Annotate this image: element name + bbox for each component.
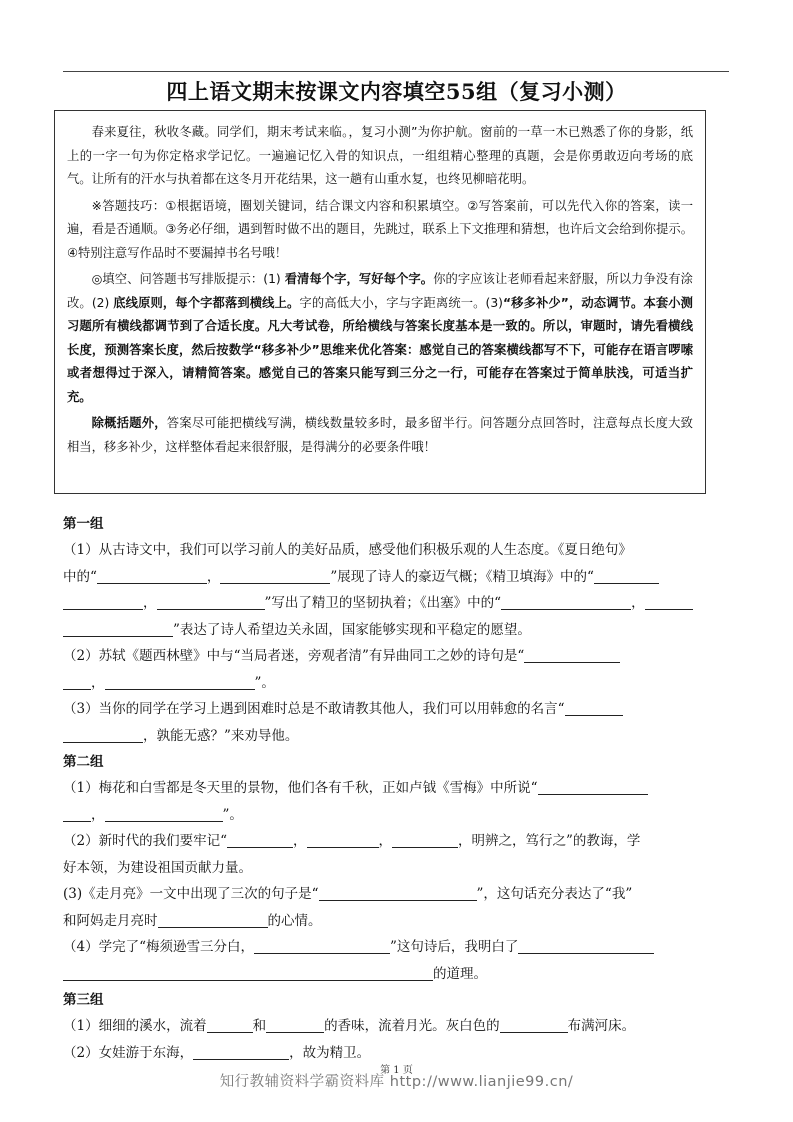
page-title: 四上语文期末按课文内容填空55组（复习小测）: [166, 79, 627, 104]
answer-blank[interactable]: [565, 700, 623, 716]
answer-blank[interactable]: [524, 647, 620, 663]
answer-blank[interactable]: [63, 806, 91, 822]
answer-blank[interactable]: [645, 594, 693, 610]
answer-blank[interactable]: [307, 832, 379, 848]
question-item: （1）从古诗文中，我们可以学习前人的美好品质，感受他们积极乐观的人生态度。《夏日绝句》 中的“ ， ”展现了诗人的豪迈气概；《精卫填海》中的“ ， ”写出了精卫的坚韧执着；《出塞》中的“ ， ”表达了诗人希望边关永固，国家能够实现和平稳定的愿望。: [63, 537, 733, 643]
group-title: 第一组: [63, 516, 104, 532]
question-item: (3)《走月亮》一文中出现了三次的句子是“ ”，这句话充分表达了“我” 和阿妈走月亮时 的心情。: [63, 886, 633, 929]
question-item: （3）当你的同学在学习上遇到困难时总是不敢请教其他人，我们可以用韩愈的名言“ ，孰能无惑？”来劝导他。: [63, 696, 733, 749]
answer-blank[interactable]: [193, 1044, 289, 1060]
top-rule: [63, 71, 729, 72]
answer-blank[interactable]: [63, 594, 143, 610]
intro-paragraph-tips: ※答题技巧：①根据语境，圈划关键词，结合课文内容和积累填空。②写答案前，可以先代入你的答案，读一遍，看是否通顺。③务必仔细，遇到暂时做不出的题目，先跳过，联系上下文推理和猜想，也许后文会给到你提示。④特别注意写作品时不要漏掉书名号哦！: [67, 198, 693, 260]
intro-paragraph-summary: 除概括题外，答案尽可能把横线写满，横线数量较多时，最多留半行。问答题分点回答时，注意每点长度大致相当，移多补少，这样整体看起来很舒服，是得满分的必要条件哦！: [67, 416, 693, 454]
answer-blank[interactable]: [594, 568, 659, 584]
answer-blank[interactable]: [157, 594, 265, 610]
answer-blank[interactable]: [319, 885, 477, 901]
group-title: 第二组: [63, 754, 104, 770]
answer-blank[interactable]: [63, 674, 91, 690]
answer-blank[interactable]: [227, 832, 293, 848]
answer-blank[interactable]: [63, 621, 173, 637]
answer-blank[interactable]: [207, 1017, 253, 1033]
question-item: （4）学完了“梅须逊雪三分白， ”这句诗后，我明白了 的道理。: [63, 934, 733, 987]
answer-blank[interactable]: [254, 938, 390, 954]
answer-blank[interactable]: [63, 965, 433, 981]
question-item: （2）新时代的我们要牢记“ ， ， ，明辨之，笃行之”的教诲，学 好本领，为建设祖国贡献力量。: [63, 833, 641, 876]
group-title: 第三组: [63, 992, 104, 1008]
question-item: （1）梅花和白雪都是冬天里的景物，他们各有千秋，正如卢钺《雪梅》中所说“ ， ”。: [63, 775, 733, 828]
answer-blank[interactable]: [501, 594, 631, 610]
answer-blank[interactable]: [220, 568, 330, 584]
answer-blank[interactable]: [63, 727, 143, 743]
answer-blank[interactable]: [500, 1017, 568, 1033]
question-content: [63, 511, 733, 1066]
watermark-text: 知行教辅资料学霸资料库 http://www.lianjie99.cn/: [219, 1074, 574, 1090]
question-item: （2）女娃游于东海， ，故为精卫。: [63, 1044, 371, 1061]
answer-blank[interactable]: [518, 938, 654, 954]
answer-blank[interactable]: [538, 779, 648, 795]
page-number: 第 1 页: [380, 1065, 413, 1076]
intro-box: [54, 110, 706, 494]
intro-paragraph-1: 春来夏往，秋收冬藏。同学们，期末考试来临。，复习小测”为你护航。窗前的一草一木已熟悉了你的身影，纸上的一字一句为你定格求学记忆。一遍遍记忆入骨的知识点，一组组精心整理的真题，会是你勇敢迈向考场的底气。让所有的汗水与执着都在这冬月开花结果，这一趟有山重水复，也终见柳暗花明。: [67, 125, 693, 186]
answer-blank[interactable]: [392, 832, 458, 848]
answer-blank[interactable]: [97, 568, 207, 584]
question-item: （2）苏轼《题西林壁》中与“当局者迷，旁观者清”有异曲同工之妙的诗句是“ ， ”。: [63, 643, 733, 696]
answer-blank[interactable]: [158, 912, 268, 928]
answer-blank[interactable]: [105, 674, 255, 690]
question-item: （1）细细的溪水，流着 和 的香味，流着月光。灰白色的 布满河床。: [63, 1018, 636, 1034]
answer-blank[interactable]: [105, 806, 223, 822]
answer-blank[interactable]: [266, 1017, 324, 1033]
intro-paragraph-layout: ◎填空、问答题书写排版提示：(1) 看清每个字，写好每个字。你的字应该让老师看起来舒服，所以力争没有涂改。(2) 底线原则，每个字都落到横线上。字的高低大小，字与字距离统一。(3)“移多补少”，动态调节。本套小测习题所有横线都调节到了合适长度。凡大考试卷，所给横线与答案长度基本是一致的。所以，审题时，请先看横线长度，预测答案长度，然后按数学“移多补少”思维来优化答案：感觉自己的答案横线都写不下，可能存在语言啰嗦或者想得过于深入，请精简答案。感觉自己的答案只能写到三分之一行，可能存在答案过于简单肤浅，可适当扩充。: [67, 272, 693, 404]
